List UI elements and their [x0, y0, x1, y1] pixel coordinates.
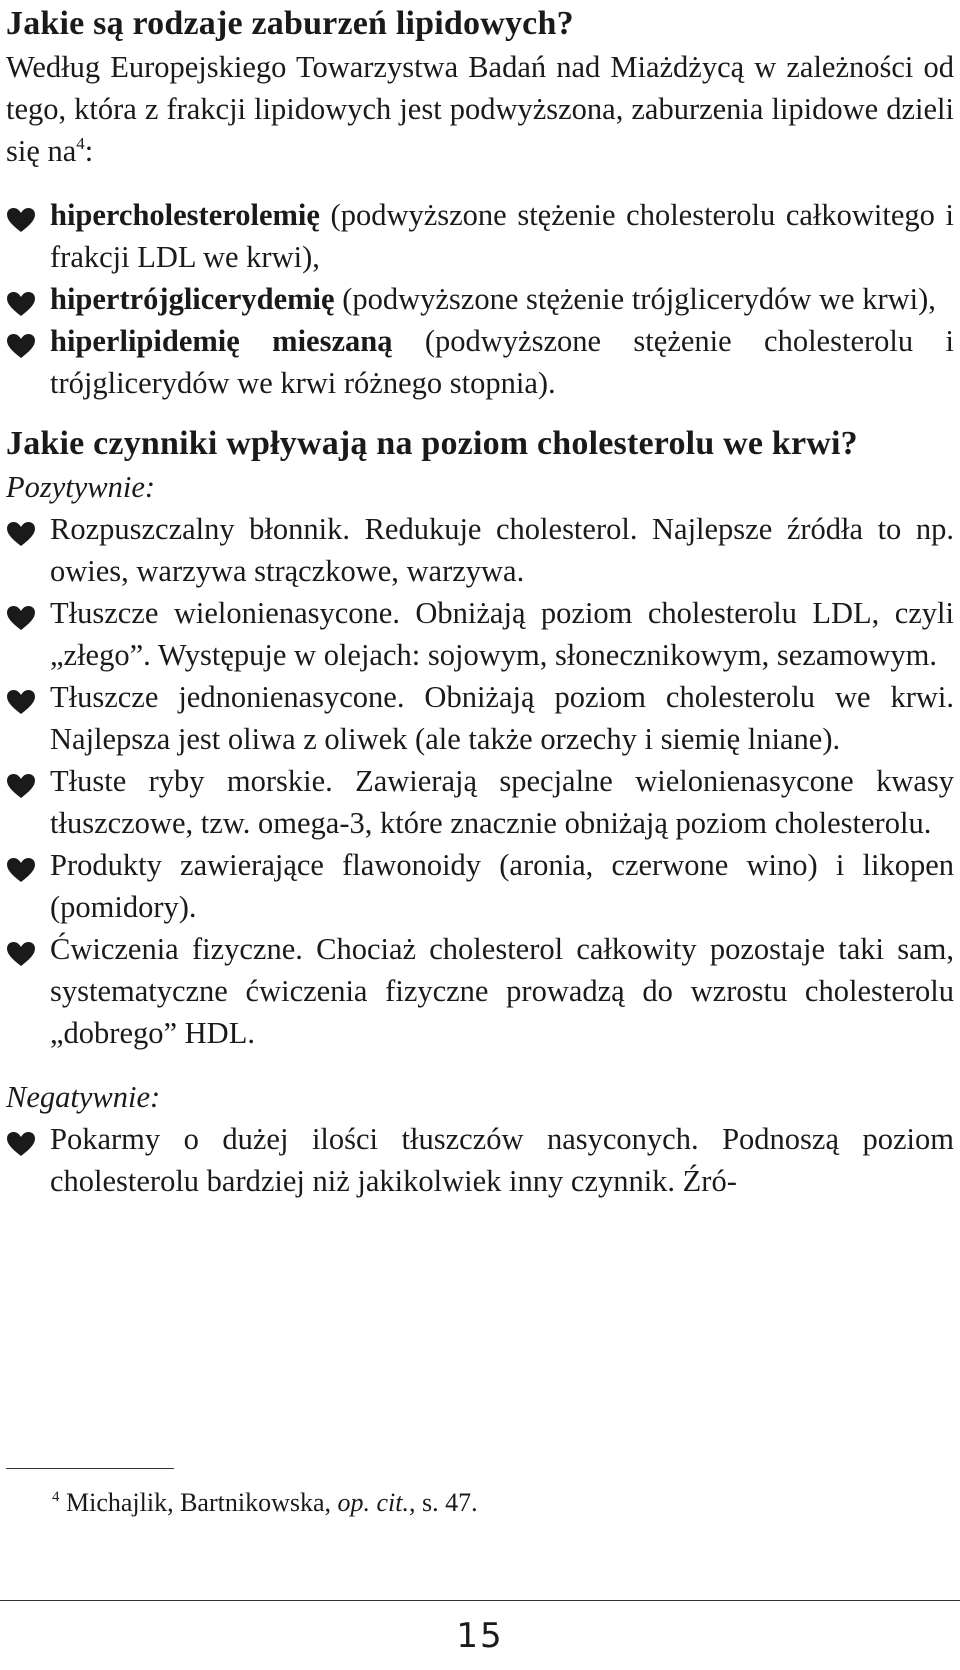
factor-text: Tłuszcze wielonienasycone. Obniżają poziom cholesterolu LDL, czyli „złego”. Występuje w olejach: sojowym, słonecznikowym, sezamowym. — [50, 596, 954, 672]
footnote — [52, 1486, 478, 1520]
list-item — [6, 320, 954, 404]
factor-text: Tłuste ryby morskie. Zawierają specjalne wielonienasycone kwasy tłuszczowe, tzw. omega-3, które znacznie obniżają poziom cholesterolu. — [50, 764, 954, 840]
heart-icon — [6, 605, 36, 631]
factor-text: Rozpuszczalny błonnik. Redukuje cholesterol. Najlepsze źródła to np. owies, warzywa strączkowe, warzywa. — [50, 512, 954, 588]
disorder-term: hipertrójglicerydemię — [50, 282, 335, 316]
footnote-ref: 4 — [76, 134, 85, 153]
section-heading-lipid-disorders: Jakie są rodzaje zaburzeń lipidowych? — [6, 5, 574, 42]
intro-colon: : — [84, 134, 94, 168]
factor-text: Ćwiczenia fizyczne. Chociaż cholesterol całkowity pozostaje taki sam, systematyczne ćwiczenia fizyczne prowadzą do wzrostu cholesterolu „dobrego” HDL. — [50, 932, 954, 1050]
footnote-number: 4 — [52, 1489, 60, 1505]
negative-factors-list — [6, 1118, 954, 1202]
list-item — [6, 676, 954, 760]
negative-label: Negatywnie: — [6, 1080, 161, 1114]
page-number: 15 — [456, 1616, 504, 1656]
disorder-description: (podwyższone stężenie cholesterolu całkowitego i frakcji LDL we krwi), — [50, 198, 954, 274]
footnote-authors: Michajlik, Bartnikowska, — [59, 1488, 338, 1517]
positive-factors-list — [6, 508, 954, 1054]
disorder-term: hiperlipidemię mieszaną — [50, 324, 393, 358]
list-item — [6, 1118, 954, 1202]
list-item — [6, 592, 954, 676]
footnote-divider — [6, 1468, 174, 1469]
heart-icon — [6, 857, 36, 883]
disorder-description: (podwyższone stężenie cholesterolu i trójglicerydów we krwi różnego stopnia). — [50, 324, 954, 400]
footnote-op-cit: op. cit. — [337, 1488, 410, 1517]
factor-text: Pokarmy o dużej ilości tłuszczów nasyconych. Podnoszą poziom cholesterolu bardziej niż jakikolwiek inny czynnik. Źró- — [50, 1122, 954, 1198]
intro-text: Według Europejskiego Towarzystwa Badań nad Miażdżycą w zależności od tego, która z frakcji lipidowych jest podwyższona, zaburzenia lipidowe dzieli się na — [6, 50, 954, 168]
heart-icon — [6, 689, 36, 715]
heart-icon — [6, 941, 36, 967]
heart-icon — [6, 333, 36, 359]
disorder-description: (podwyższone stężenie trójglicerydów we krwi), — [334, 282, 936, 316]
heart-icon — [6, 207, 36, 233]
heart-icon — [6, 1131, 36, 1157]
page-footer-divider — [0, 1600, 960, 1601]
list-item — [6, 844, 954, 928]
list-item — [6, 760, 954, 844]
heart-icon — [6, 521, 36, 547]
section-heading-cholesterol-factors: Jakie czynniki wpływają na poziom cholesterolu we krwi? — [6, 425, 858, 462]
heart-icon — [6, 291, 36, 317]
list-item — [6, 194, 954, 278]
footnote-pages: , s. 47. — [409, 1488, 478, 1517]
list-item — [6, 508, 954, 592]
list-item — [6, 928, 954, 1054]
document-page — [6, 0, 954, 1202]
lipid-disorder-list — [6, 194, 954, 404]
positive-label: Pozytywnie: — [6, 470, 156, 504]
factor-text: Tłuszcze jednonienasycone. Obniżają poziom cholesterolu we krwi. Najlepsza jest oliwa z oliwek (ale także orzechy i siemię lniane). — [50, 680, 954, 756]
disorder-term: hipercholesterolemię — [50, 198, 320, 232]
intro-paragraph — [6, 46, 954, 172]
factor-text: Produkty zawierające flawonoidy (aronia, czerwone wino) i likopen (pomidory). — [50, 848, 954, 924]
list-item — [6, 278, 954, 320]
heart-icon — [6, 773, 36, 799]
